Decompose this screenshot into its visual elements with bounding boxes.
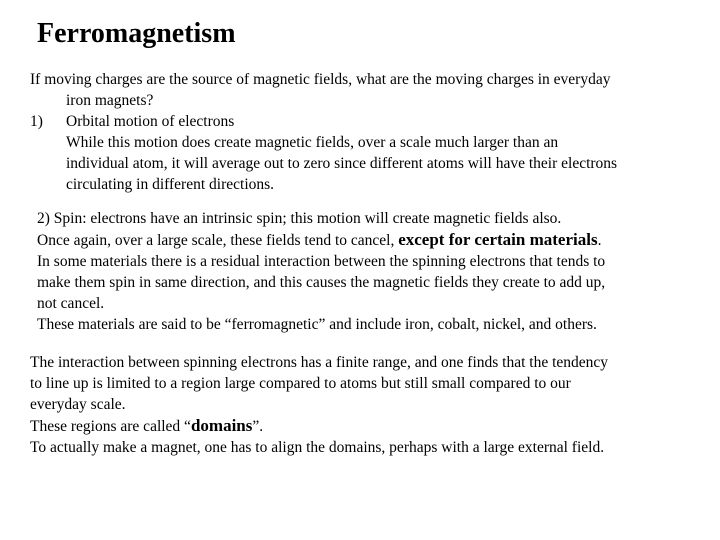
domains-line <box>30 415 714 437</box>
cancel-line-suffix: . <box>597 232 602 249</box>
spin-line: 2) Spin: electrons have an intrinsic spin; this motion will create magnetic fields also. <box>37 210 562 227</box>
item-1-detail-line-2: individual atom, it will average out to zero since different atoms will have their electrons <box>66 155 618 172</box>
item-1-detail-line-3: circulating in different directions. <box>66 176 275 193</box>
range-line-2: to line up is limited to a region large compared to atoms but still small compared to our <box>30 375 571 392</box>
domains-section <box>30 352 714 458</box>
orbital-motion-section <box>30 69 714 195</box>
range-line-1: The interaction between spinning electrons has a finite range, and one finds that the tendency <box>30 354 609 371</box>
residual-line-2: make them spin in same direction, and this causes the magnetic fields they create to add up, <box>37 274 606 291</box>
domains-prefix: These regions are called “ <box>30 418 191 435</box>
ferromagnetic-line: These materials are said to be “ferromagnetic” and include iron, cobalt, nickel, and others. <box>37 316 597 333</box>
item-1-number: 1) <box>30 113 43 130</box>
range-line-3: everyday scale. <box>30 396 126 413</box>
domains-emphasis: domains <box>190 416 253 435</box>
cancel-line-emphasis: except for certain materials <box>398 230 598 249</box>
cancel-line-prefix: Once again, over a large scale, these fields tend to cancel, <box>37 232 395 249</box>
residual-line-3: not cancel. <box>37 295 105 312</box>
magnet-line: To actually make a magnet, one has to align the domains, perhaps with a large external field. <box>30 439 605 456</box>
item-1-text: Orbital motion of electrons <box>66 113 235 130</box>
item-1-detail-line-1: While this motion does create magnetic fields, over a scale much larger than an <box>66 134 559 151</box>
spin-section <box>37 208 711 335</box>
question-line-1: If moving charges are the source of magnetic fields, what are the moving charges in everyday <box>30 71 611 88</box>
domains-suffix: ”. <box>252 418 264 435</box>
cancel-line <box>37 229 711 251</box>
item-1 <box>30 111 714 132</box>
slide-title: Ferromagnetism <box>37 18 236 49</box>
question-line-2: iron magnets? <box>66 92 154 109</box>
residual-line-1: In some materials there is a residual interaction between the spinning electrons that tends to <box>37 253 606 270</box>
